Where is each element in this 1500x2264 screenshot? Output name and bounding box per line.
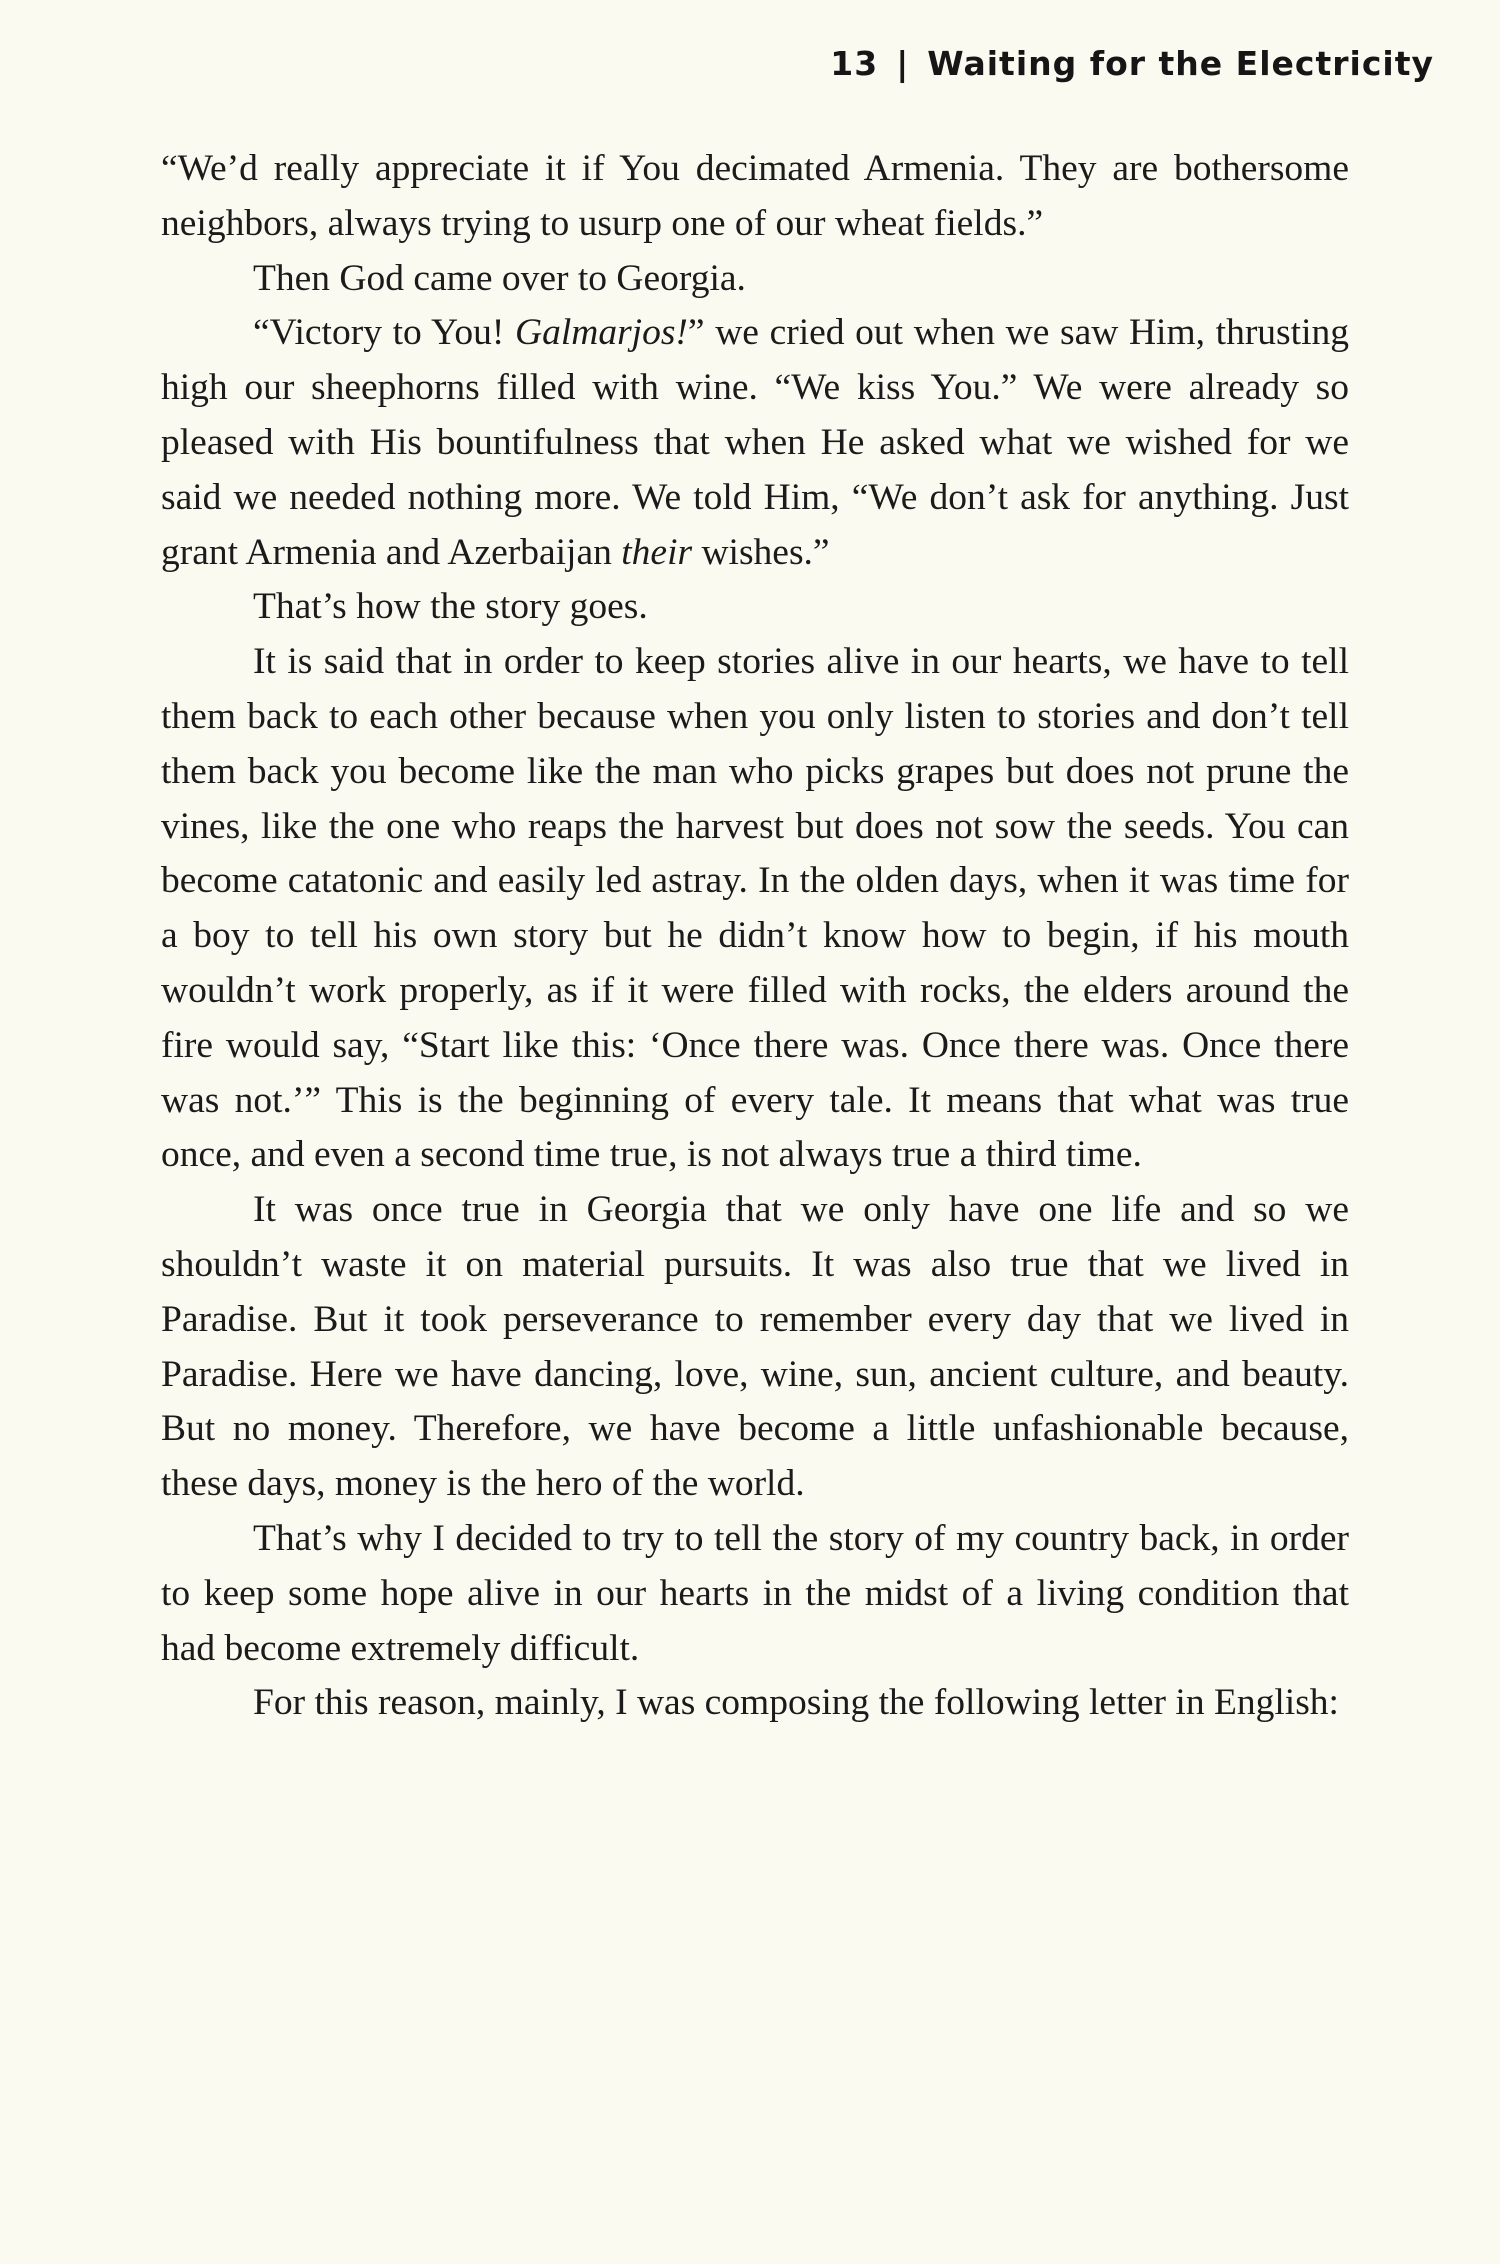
paragraph-4: That’s how the story goes. (253, 586, 648, 628)
page-number: 13 (830, 44, 879, 83)
paragraph-2: Then God came over to Georgia. (253, 257, 746, 299)
running-head (830, 44, 1434, 83)
paragraph-7: That’s why I decided to try to tell the story of my country back, in order to keep some hope alive in our hearts in the midst of a living condition that had become extremely difficult. (161, 1517, 1349, 1669)
paragraph-3-italic-galmarjos: Galmarjos! (514, 312, 688, 354)
paragraph-3 (161, 306, 1349, 580)
header-separator: | (896, 44, 910, 83)
paragraph-5: It is said that in order to keep stories alive in our hearts, we have to tell them back to each other because when you only listen to stories and don’t tell them back you become like the man who picks grapes but does not prune the vines, like the one who reaps the harvest but does not sow the seeds. You can become catatonic and easily led astray. In the olden days, when it was time for a boy to tell his own story but he didn’t know how to begin, if his mouth wouldn’t work properly, as if it were filled with rocks, the elders around the fire would say, “Start like this: ‘Once there was. Once there was. Once there was not.’” This is the beginning of every tale. It means that what was true once, and even a second time true, is not always true a third time. (161, 641, 1349, 1176)
body-text (161, 142, 1349, 1731)
paragraph-3-part-1: “Victory to You! (253, 312, 515, 354)
paragraph-3-part-2: ” we cried out when we saw Him, thrusting high our sheephorns filled with wine. “We kiss You.” We were already so pleased with His bountifulness that when He asked what we wished for we said we needed nothing more. We told Him, “We don’t ask for anything. Just grant Armenia and Azerbaijan (161, 312, 1349, 573)
book-title: Waiting for the Electricity (927, 44, 1434, 83)
paragraph-8: For this reason, mainly, I was composing the following letter in English: (253, 1682, 1339, 1724)
paragraph-1: “We’d really appreciate it if You decimated Armenia. They are bothersome neighbors, always trying to usurp one of our wheat fields.” (161, 148, 1349, 244)
paragraph-6: It was once true in Georgia that we only have one life and so we shouldn’t waste it on material pursuits. It was also true that we lived in Paradise. But it took perseverance to remember every day that we lived in Paradise. Here we have dancing, love, wine, sun, ancient culture, and beauty. But no money. Therefore, we have become a little unfashionable because, these days, money is the hero of the world. (161, 1189, 1349, 1505)
paragraph-3-italic-their: their (621, 531, 693, 573)
paragraph-3-part-3: wishes.” (692, 531, 830, 573)
